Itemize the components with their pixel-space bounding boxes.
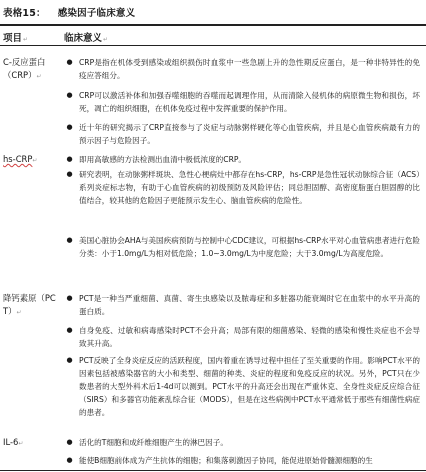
paragraph-mark: ↵ (32, 157, 38, 164)
bullet-text: 美国心脏协会AHA与美国疾病预防与控制中心CDC建议，可根据hs-CRP水平对心血管病患者进行危险分类：小于1.0mg/L为相对低危险；1.0~3.0mg/L为中度危险；大于3.0mg/L为高度危险。 (79, 236, 420, 258)
table-bottom-rule (0, 470, 426, 471)
bullet-dot-icon: ● (66, 326, 73, 334)
bullet-item (60, 324, 420, 350)
bullet-item (60, 454, 420, 467)
bullet-item (60, 168, 420, 207)
bullet-item (60, 354, 420, 419)
table-header-rule (0, 45, 426, 46)
row-label-crp (3, 56, 59, 83)
row-label-hs-crp (3, 153, 59, 167)
bullet-dot-icon: ● (66, 294, 73, 302)
header-meaning-label: 临床意义 (64, 33, 103, 44)
paragraph-mark: ↵ (36, 73, 42, 80)
bullet-item (60, 56, 420, 82)
bullet-dot-icon: ● (66, 91, 73, 99)
bullet-item (60, 436, 420, 449)
bullet-dot-icon: ● (66, 123, 73, 131)
table-caption (3, 5, 135, 19)
bullet-text: 即用高敏感的方法检测出血清中极低浓度的CRP。 (79, 155, 247, 164)
caption-title: 感染因子临床意义 (57, 8, 136, 19)
bullet-text: 研究表明，在动脉粥样斑块、急性心梗病灶中都存在hs-CRP，hs-CRP是急性冠状动脉综合征（ACS）系列炎症标志物，有助于心血管疾病的初级预防及风险评估；同总胆固醇、高密度脂蛋白胆固醇的比值结合，较其他的危险因子更能预示发生心、脑血管疾病的危险性。 (79, 170, 420, 205)
row-label-text: 降钙素原（PCT） (3, 293, 56, 316)
header-item-label: 项目 (3, 33, 23, 44)
bullet-item (60, 292, 420, 318)
bullet-dot-icon: ● (66, 170, 73, 178)
bullet-dot-icon: ● (66, 58, 73, 66)
table-top-rule (0, 24, 426, 26)
bullet-item (60, 153, 420, 166)
header-item (3, 30, 28, 44)
row-label-pct (3, 292, 59, 319)
bullet-item (60, 234, 420, 260)
bullet-dot-icon: ● (66, 155, 73, 163)
bullet-text: 近十年的研究揭示了CRP直接参与了炎症与动脉粥样硬化等心血管疾病，并且是心血管疾病最有力的预示因子与危险因子。 (79, 123, 420, 145)
paragraph-mark: ↵ (103, 36, 109, 43)
bullet-text: CRP可以激活补体和加强吞噬细胞的吞噬而起调理作用，从而清除入侵机体的病原微生物和损伤，坏死，凋亡的组织细胞，在机体免疫过程中发挥重要的保护作用。 (79, 91, 420, 113)
bullet-text: PCT反映了全身炎症反应的活跃程度，国内着重在诱导过程中担任了至关重要的作用。影响PCT水平的因素包括被感染器官的大小和类型、细菌的种类、炎症的程度和免疫反应的状况。另外，PCT只在少数患者的大型外科术后1-4d可以测到。PCT水平的升高还会出现在严重休克、全身性炎症反应综合征（SIRS）和多器官功能紊乱综合征（MODS），但是在这些病例中PCT水平通常低于那些有细菌性病症的患者。 (79, 356, 420, 417)
bullet-text: 能使B细胞前体成为产生抗体的细胞；和集落刺激因子协同，能促进原始骨髓源细胞的生 (79, 456, 373, 465)
bullet-dot-icon: ● (66, 356, 73, 364)
paragraph-mark: ↵ (16, 309, 22, 316)
paragraph-mark: ↵ (23, 36, 29, 43)
row-label-il6 (3, 436, 59, 450)
row-label-text: C-反应蛋白（CRP） (3, 57, 46, 80)
bullet-text: CRP是指在机体受到感染或组织损伤时血浆中一些急剧上升的急性期反应蛋白，是一种非特异性的免疫应答组分。 (79, 58, 420, 80)
row-label-text: IL-6 (3, 437, 19, 447)
caption-label: 表格15： (3, 8, 46, 19)
bullet-dot-icon: ● (66, 438, 73, 446)
row-label-text: hs-CRP (3, 154, 33, 164)
bullet-item (60, 89, 420, 115)
header-meaning (64, 30, 108, 44)
bullet-item (60, 121, 420, 147)
paragraph-mark: ↵ (18, 440, 24, 447)
bullet-text: 自身免疫、过敏和病毒感染时PCT不会升高；局部有限的细菌感染、轻微的感染和慢性炎症也不会导致其升高。 (79, 326, 420, 348)
bullet-dot-icon: ● (66, 456, 73, 464)
bullet-text: PCT是一种当严重细菌、真菌、寄生虫感染以及脓毒症和多脏器功能衰竭时它在血浆中的水平升高的蛋白质。 (79, 294, 420, 316)
bullet-text: 活化的T细胞和成纤维细胞产生的淋巴因子。 (79, 438, 228, 447)
bullet-dot-icon: ● (66, 236, 73, 244)
